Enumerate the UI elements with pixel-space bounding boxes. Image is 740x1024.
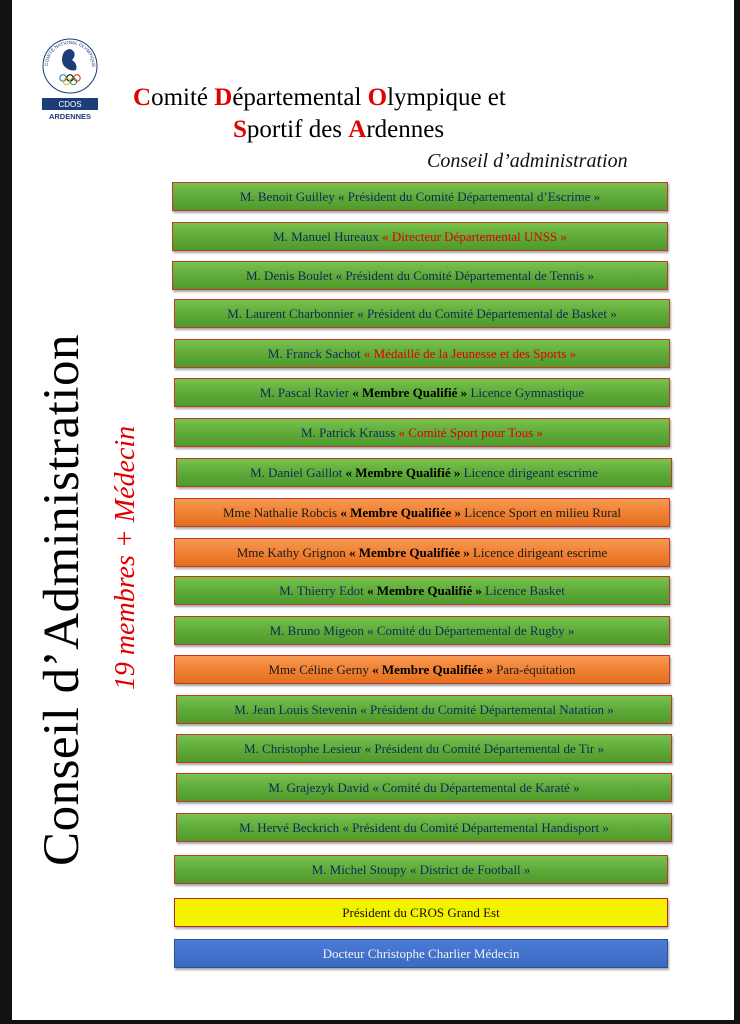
logo-caption: ARDENNES xyxy=(48,112,92,121)
member-role: « Président du Comité Départemental d’Escrime » xyxy=(338,188,601,204)
member-role: « Président du Comité Départemental Handisport » xyxy=(342,819,609,835)
member-row xyxy=(174,655,670,684)
member-name: M. Laurent Charbonnier xyxy=(227,305,358,321)
member-name: Mme Céline Gerny xyxy=(268,661,373,677)
member-qualification: « Membre Qualifié » xyxy=(366,582,482,598)
title-initial: O xyxy=(367,84,388,111)
member-row xyxy=(176,695,672,724)
member-role: Licence Gymnastique xyxy=(467,384,585,400)
title-initial: A xyxy=(348,116,367,143)
member-role: « Comité Sport pour Tous » xyxy=(398,424,543,440)
member-name: M. Pascal Ravier xyxy=(259,384,353,400)
member-row xyxy=(174,538,670,567)
member-row xyxy=(174,378,670,407)
page-title xyxy=(133,82,653,146)
page-frame-left xyxy=(0,0,12,1024)
member-row xyxy=(172,261,668,290)
title-line-1 xyxy=(133,82,653,114)
member-row xyxy=(174,616,670,645)
title-text: rdennes xyxy=(366,116,445,143)
member-row xyxy=(176,773,672,802)
title-text: lympique et xyxy=(387,84,506,111)
member-qualification: « Membre Qualifié » xyxy=(345,464,461,480)
title-text: épartemental xyxy=(232,84,368,111)
member-name: M. Benoit Guilley xyxy=(239,188,339,204)
member-role: « Comité du Départemental de Rugby » xyxy=(367,622,575,638)
member-role: Para-équitation xyxy=(492,661,576,677)
member-name: M. Bruno Migeon xyxy=(269,622,368,638)
title-text: portif des xyxy=(246,116,349,143)
member-name: M. Michel Stoupy xyxy=(311,861,410,877)
member-row xyxy=(174,576,670,605)
page-frame-right xyxy=(734,0,740,1024)
title-initial: S xyxy=(233,116,247,143)
cdos-logo xyxy=(34,30,106,122)
member-name: M. Patrick Krauss xyxy=(301,424,399,440)
page-frame-bottom xyxy=(0,1020,740,1024)
member-row xyxy=(174,498,670,527)
page-subtitle: Conseil d’administration xyxy=(427,150,628,172)
member-role: « Président du Comité Départemental Natation » xyxy=(360,701,614,717)
member-role: « Président du Comité Départemental de Tennis » xyxy=(335,267,594,283)
member-row xyxy=(176,813,672,842)
member-name: M. Hervé Beckrich xyxy=(239,819,343,835)
member-qualification: « Membre Qualifiée » xyxy=(372,661,493,677)
member-role: Licence Sport en milieu Rural xyxy=(461,504,621,520)
member-name: Docteur Christophe Charlier Médecin xyxy=(322,945,520,961)
member-row xyxy=(176,734,672,763)
member-qualification: « Membre Qualifiée » xyxy=(349,544,470,560)
side-title: Conseil d’Administration xyxy=(34,334,90,866)
logo-ring-text: COMITÉ NATIONAL OLYMPIQUE xyxy=(43,39,97,68)
member-row xyxy=(174,418,670,447)
member-row xyxy=(176,458,672,487)
title-initial: D xyxy=(214,84,233,111)
member-role: Licence dirigeant escrime xyxy=(469,544,608,560)
member-row xyxy=(174,855,668,884)
member-role: « Président du Comité Départemental de Tir » xyxy=(364,740,604,756)
member-role: Licence Basket xyxy=(481,582,565,598)
logo-badge-text: CDOS xyxy=(58,100,82,109)
member-role: « Comité du Départemental de Karaté » xyxy=(372,779,580,795)
member-name: M. Grajezyk David xyxy=(268,779,373,795)
member-name: M. Christophe Lesieur xyxy=(244,740,365,756)
member-name: Mme Nathalie Robcis xyxy=(223,504,341,520)
member-name: M. Jean Louis Stevenin xyxy=(234,701,361,717)
title-text: omité xyxy=(151,84,215,111)
member-role: « Directeur Départemental UNSS » xyxy=(382,228,567,244)
member-name: M. Thierry Edot xyxy=(279,582,367,598)
member-row xyxy=(174,339,670,368)
member-row xyxy=(172,222,668,251)
member-qualification: « Membre Qualifiée » xyxy=(340,504,462,520)
member-name: M. Daniel Gaillot xyxy=(250,464,346,480)
member-row xyxy=(174,898,668,927)
title-line-2 xyxy=(133,114,653,146)
member-name: M. Denis Boulet xyxy=(246,267,336,283)
member-qualification: « Membre Qualifié » xyxy=(352,384,468,400)
member-name: Président du CROS Grand Est xyxy=(342,904,500,920)
side-member-count: 19 membres + Médecin xyxy=(110,425,141,691)
member-row xyxy=(172,182,668,211)
member-role: Licence dirigeant escrime xyxy=(460,464,598,480)
member-name: M. Manuel Hureaux xyxy=(273,228,383,244)
member-row xyxy=(174,299,670,328)
member-role: « Médaillé de la Jeunesse et des Sports » xyxy=(363,345,577,361)
member-name: M. Franck Sachot xyxy=(267,345,364,361)
member-role: « District de Football » xyxy=(409,861,531,877)
member-role: « Président du Comité Départemental de Basket » xyxy=(357,305,617,321)
member-row xyxy=(174,939,668,968)
title-initial: C xyxy=(133,84,152,111)
member-name: Mme Kathy Grignon xyxy=(236,544,350,560)
